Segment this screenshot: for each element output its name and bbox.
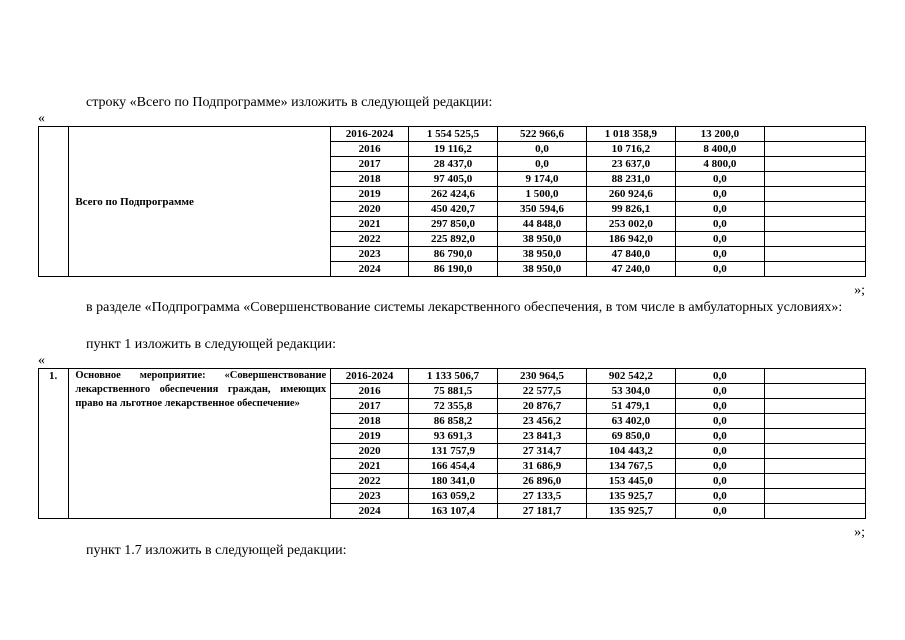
- funding-cell-1: 23 841,3: [497, 429, 586, 444]
- funding-cell-3: 0,0: [675, 217, 764, 232]
- funding-cell-2: 153 445,0: [586, 474, 675, 489]
- funding-cell-2: 47 240,0: [586, 262, 675, 277]
- empty-cell: [764, 414, 865, 429]
- funding-cell-3: 0,0: [675, 489, 764, 504]
- total-cell: 450 420,7: [409, 202, 498, 217]
- period-cell: 2020: [331, 202, 409, 217]
- funding-cell-2: 63 402,0: [586, 414, 675, 429]
- funding-cell-2: 135 925,7: [586, 504, 675, 519]
- table-row: [39, 127, 866, 142]
- empty-cell: [764, 142, 865, 157]
- funding-cell-2: 186 942,0: [586, 232, 675, 247]
- total-cell: 19 116,2: [409, 142, 498, 157]
- period-cell: 2022: [331, 232, 409, 247]
- funding-cell-3: 0,0: [675, 247, 764, 262]
- period-cell: 2016-2024: [331, 369, 409, 384]
- funding-cell-2: 88 231,0: [586, 172, 675, 187]
- funding-cell-1: 38 950,0: [497, 232, 586, 247]
- total-cell: 86 790,0: [409, 247, 498, 262]
- empty-cell: [764, 262, 865, 277]
- period-cell: 2018: [331, 414, 409, 429]
- funding-cell-2: 902 542,2: [586, 369, 675, 384]
- quote-close-2: »;: [854, 525, 865, 540]
- funding-cell-1: 522 966,6: [497, 127, 586, 142]
- funding-cell-1: 350 594,6: [497, 202, 586, 217]
- empty-cell: [764, 187, 865, 202]
- empty-cell: [764, 247, 865, 262]
- funding-cell-3: 8 400,0: [675, 142, 764, 157]
- empty-cell: [764, 157, 865, 172]
- period-cell: 2024: [331, 262, 409, 277]
- empty-cell: [764, 202, 865, 217]
- funding-cell-1: 23 456,2: [497, 414, 586, 429]
- empty-cell: [764, 459, 865, 474]
- quote-close-1: »;: [854, 283, 865, 298]
- funding-cell-1: 27 133,5: [497, 489, 586, 504]
- total-cell: 75 881,5: [409, 384, 498, 399]
- funding-cell-2: 134 767,5: [586, 459, 675, 474]
- subprogram-total-table-body: [39, 127, 866, 277]
- funding-cell-3: 0,0: [675, 187, 764, 202]
- period-cell: 2019: [331, 187, 409, 202]
- period-cell: 2019: [331, 429, 409, 444]
- total-cell: 163 107,4: [409, 504, 498, 519]
- funding-cell-2: 260 924,6: [586, 187, 675, 202]
- period-cell: 2016-2024: [331, 127, 409, 142]
- empty-cell: [764, 444, 865, 459]
- empty-cell: [764, 429, 865, 444]
- period-cell: 2022: [331, 474, 409, 489]
- funding-cell-1: 20 876,7: [497, 399, 586, 414]
- funding-cell-3: 0,0: [675, 262, 764, 277]
- paragraph-item-1-intro: пункт 1 изложить в следующей редакции:: [86, 337, 336, 352]
- quote-open-2: «: [38, 353, 45, 368]
- main-activity-table: [38, 368, 866, 519]
- funding-cell-3: 0,0: [675, 172, 764, 187]
- funding-cell-2: 51 479,1: [586, 399, 675, 414]
- funding-cell-2: 1 018 358,9: [586, 127, 675, 142]
- period-cell: 2017: [331, 399, 409, 414]
- row-name-cell: Всего по Подпрограмме: [69, 127, 331, 277]
- quote-open-1: «: [38, 111, 45, 126]
- subprogram-total-table: [38, 126, 866, 277]
- total-cell: 1 133 506,7: [409, 369, 498, 384]
- funding-cell-1: 22 577,5: [497, 384, 586, 399]
- funding-cell-1: 230 964,5: [497, 369, 586, 384]
- row-number-cell: [39, 127, 69, 277]
- funding-cell-3: 0,0: [675, 384, 764, 399]
- row-name-cell: Основное мероприятие: «Совершенствование лекарственного обеспечения граждан, имеющих право на льготное лекарственное обеспечение»: [69, 369, 331, 519]
- period-cell: 2021: [331, 217, 409, 232]
- funding-cell-2: 135 925,7: [586, 489, 675, 504]
- total-cell: 86 858,2: [409, 414, 498, 429]
- total-cell: 297 850,0: [409, 217, 498, 232]
- empty-cell: [764, 504, 865, 519]
- total-cell: 72 355,8: [409, 399, 498, 414]
- total-cell: 131 757,9: [409, 444, 498, 459]
- empty-cell: [764, 217, 865, 232]
- period-cell: 2016: [331, 142, 409, 157]
- period-cell: 2021: [331, 459, 409, 474]
- total-cell: 86 190,0: [409, 262, 498, 277]
- funding-cell-1: 0,0: [497, 157, 586, 172]
- funding-cell-1: 26 896,0: [497, 474, 586, 489]
- funding-cell-1: 38 950,0: [497, 262, 586, 277]
- period-cell: 2020: [331, 444, 409, 459]
- funding-cell-1: 31 686,9: [497, 459, 586, 474]
- funding-cell-3: 0,0: [675, 232, 764, 247]
- funding-cell-1: 27 181,7: [497, 504, 586, 519]
- period-cell: 2023: [331, 247, 409, 262]
- funding-cell-2: 99 826,1: [586, 202, 675, 217]
- main-activity-table-body: [39, 369, 866, 519]
- funding-cell-3: 0,0: [675, 429, 764, 444]
- empty-cell: [764, 399, 865, 414]
- funding-cell-3: 0,0: [675, 202, 764, 217]
- funding-cell-2: 253 002,0: [586, 217, 675, 232]
- total-cell: 180 341,0: [409, 474, 498, 489]
- total-cell: 93 691,3: [409, 429, 498, 444]
- funding-cell-3: 0,0: [675, 369, 764, 384]
- total-cell: 1 554 525,5: [409, 127, 498, 142]
- total-cell: 225 892,0: [409, 232, 498, 247]
- funding-cell-2: 10 716,2: [586, 142, 675, 157]
- paragraph-section-intro: в разделе «Подпрограмма «Совершенствование системы лекарственного обеспечения, в том числе в амбулаторных условиях»:: [86, 300, 843, 315]
- total-cell: 262 424,6: [409, 187, 498, 202]
- total-cell: 163 059,2: [409, 489, 498, 504]
- table-row: [39, 369, 866, 384]
- empty-cell: [764, 474, 865, 489]
- funding-cell-3: 0,0: [675, 459, 764, 474]
- empty-cell: [764, 232, 865, 247]
- period-cell: 2017: [331, 157, 409, 172]
- funding-cell-1: 1 500,0: [497, 187, 586, 202]
- funding-cell-3: 0,0: [675, 399, 764, 414]
- period-cell: 2018: [331, 172, 409, 187]
- period-cell: 2024: [331, 504, 409, 519]
- row-number-cell: 1.: [39, 369, 69, 519]
- total-cell: 28 437,0: [409, 157, 498, 172]
- funding-cell-1: 9 174,0: [497, 172, 586, 187]
- funding-cell-1: 27 314,7: [497, 444, 586, 459]
- funding-cell-2: 69 850,0: [586, 429, 675, 444]
- period-cell: 2023: [331, 489, 409, 504]
- empty-cell: [764, 489, 865, 504]
- funding-cell-3: 4 800,0: [675, 157, 764, 172]
- empty-cell: [764, 127, 865, 142]
- funding-cell-2: 53 304,0: [586, 384, 675, 399]
- funding-cell-1: 44 848,0: [497, 217, 586, 232]
- funding-cell-2: 47 840,0: [586, 247, 675, 262]
- empty-cell: [764, 369, 865, 384]
- funding-cell-1: 38 950,0: [497, 247, 586, 262]
- paragraph-subprogram-total-intro: строку «Всего по Подпрограмме» изложить в следующей редакции:: [86, 95, 493, 110]
- funding-cell-2: 104 443,2: [586, 444, 675, 459]
- total-cell: 166 454,4: [409, 459, 498, 474]
- funding-cell-1: 0,0: [497, 142, 586, 157]
- total-cell: 97 405,0: [409, 172, 498, 187]
- funding-cell-3: 0,0: [675, 414, 764, 429]
- empty-cell: [764, 384, 865, 399]
- funding-cell-3: 0,0: [675, 504, 764, 519]
- paragraph-item-1-7-intro: пункт 1.7 изложить в следующей редакции:: [86, 543, 347, 558]
- period-cell: 2016: [331, 384, 409, 399]
- funding-cell-3: 0,0: [675, 474, 764, 489]
- funding-cell-2: 23 637,0: [586, 157, 675, 172]
- funding-cell-3: 13 200,0: [675, 127, 764, 142]
- funding-cell-3: 0,0: [675, 444, 764, 459]
- empty-cell: [764, 172, 865, 187]
